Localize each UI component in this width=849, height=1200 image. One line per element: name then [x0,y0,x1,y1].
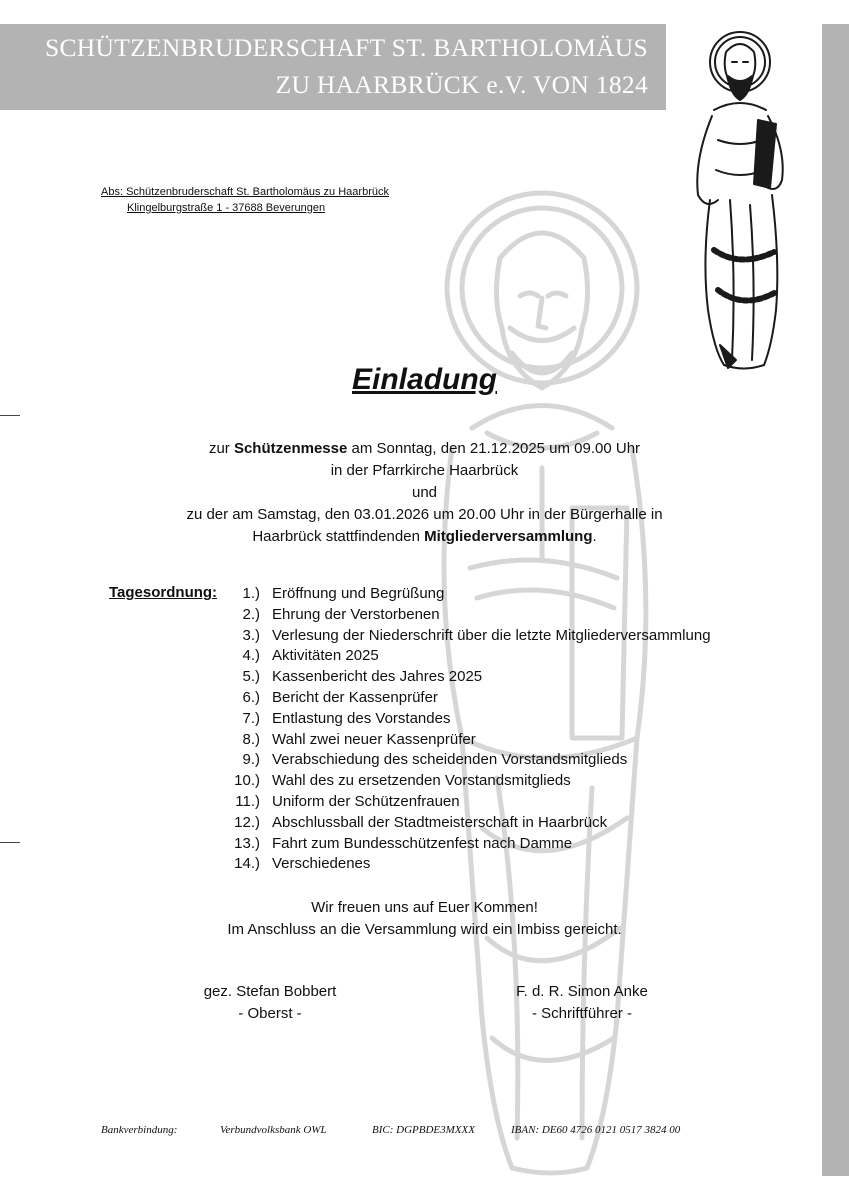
agenda-item-number: 5.) [242,668,260,686]
agenda-item-number: 4.) [242,647,260,665]
agenda-item-number: 2.) [242,605,260,623]
fold-mark-top [0,415,20,416]
agenda-item-text: Verlesung der Niederschrift über die letzte Mitgliederversammlung [272,626,711,644]
agenda-item [222,750,628,771]
bank-iban: IBAN: DE60 4726 0121 0517 3824 00 [511,1124,681,1136]
agenda-item [222,854,371,875]
signature-left-name: gez. Stefan Bobbert [203,983,337,1000]
agenda-item [222,813,608,834]
invitation-text [0,438,849,548]
agenda-item [222,605,440,626]
sender-address [101,184,389,216]
agenda-item-text: Kassenbericht des Jahres 2025 [272,668,483,686]
agenda-item-text: Uniform der Schützenfrauen [272,792,460,810]
agenda-item-text: Entlastung des Vorstandes [272,709,451,727]
agenda-item-number: 11.) [235,792,260,810]
header-title-line1: SCHÜTZENBRUDERSCHAFT ST. BARTHOLOMÄUS [45,33,648,62]
agenda-item-text: Ehrung der Verstorbenen [272,605,440,623]
agenda-item-text: Verschiedenes [272,855,371,873]
signature-left [180,981,360,1025]
agenda-item-number: 7.) [242,709,260,727]
invitation-line1-pre: zur [208,440,234,457]
agenda-item [222,646,379,667]
agenda-item-text: Abschlussball der Stadtmeisterschaft in Haarbrück [272,813,608,831]
invitation-line5-pre: Haarbrück stattfindenden [252,528,425,545]
agenda-item-number: 10.) [234,772,260,790]
bank-label: Bankverbindung: [101,1124,178,1136]
agenda-item-number: 12.) [234,813,260,831]
invitation-line5 [0,526,849,548]
agenda-item-text: Aktivitäten 2025 [272,647,379,665]
agenda-item [222,834,573,855]
bank-bic: BIC: DGPBDE3MXXX [372,1124,475,1136]
invitation-line5-post: . [592,528,597,545]
saint-bartholomew-icon [684,20,796,372]
agenda-item [222,688,438,709]
fold-mark-bottom [0,842,20,843]
invitation-line1-post: am Sonntag, den 21.12.2025 um 09.00 Uhr [347,440,641,457]
agenda-item-number: 6.) [242,688,260,706]
header-banner [0,24,666,110]
header-title-line2: ZU HAARBRÜCK e.V. VON 1824 [275,70,648,99]
signature-right [492,981,672,1025]
agenda-item-number: 9.) [242,751,260,769]
closing-line2: Im Anschluss an die Versammlung wird ein Imbiss gereicht. [227,921,622,938]
closing-text [0,897,849,941]
agenda-item [222,584,445,605]
agenda-item-text: Verabschiedung des scheidenden Vorstandsmitglieds [272,751,628,769]
document-title: Einladung [352,363,497,396]
invitation-line4: zu der am Samstag, den 03.01.2026 um 20.00 Uhr in der Bürgerhalle in [186,506,663,523]
sender-line1: Abs: Schützenbruderschaft St. Bartholomäus zu Haarbrück [101,186,389,198]
agenda-item-text: Fahrt zum Bundesschützenfest nach Damme [272,834,573,852]
agenda-item-number: 1.) [242,585,260,602]
agenda-item-text: Eröffnung und Begrüßung [272,585,445,602]
signature-right-role: - Schriftführer - [531,1005,633,1022]
right-side-bar [822,24,849,1176]
mass-highlight: Schützenmesse [233,440,348,457]
agenda-item [222,771,571,792]
agenda-list [222,584,711,875]
invitation-line1 [0,438,849,460]
bank-name: Verbundvolksbank OWL [220,1124,327,1136]
agenda-item-number: 13.) [234,834,260,852]
closing-line1: Wir freuen uns auf Euer Kommen! [311,899,538,916]
agenda-item [222,626,711,647]
agenda-item [222,709,451,730]
meeting-highlight: Mitgliederversammlung [424,528,593,545]
agenda-item [222,792,460,813]
agenda-item-number: 14.) [234,855,260,873]
agenda-item-text: Wahl zwei neuer Kassenprüfer [272,730,476,748]
agenda-item [222,667,483,688]
agenda-item-number: 8.) [242,730,260,748]
invitation-line3: und [411,484,438,501]
signature-left-role: - Oberst - [238,1005,302,1022]
agenda-item-text: Wahl des zu ersetzenden Vorstandsmitglieds [272,772,571,790]
invitation-line2: in der Pfarrkirche Haarbrück [330,462,519,479]
signature-right-name: F. d. R. Simon Anke [516,983,648,1000]
agenda-label: Tagesordnung: [109,584,218,601]
sender-line2: Klingelburgstraße 1 - 37688 Beverungen [127,202,326,214]
agenda-item-number: 3.) [242,626,260,644]
agenda-item [222,730,476,751]
agenda-item-text: Bericht der Kassenprüfer [272,688,438,706]
